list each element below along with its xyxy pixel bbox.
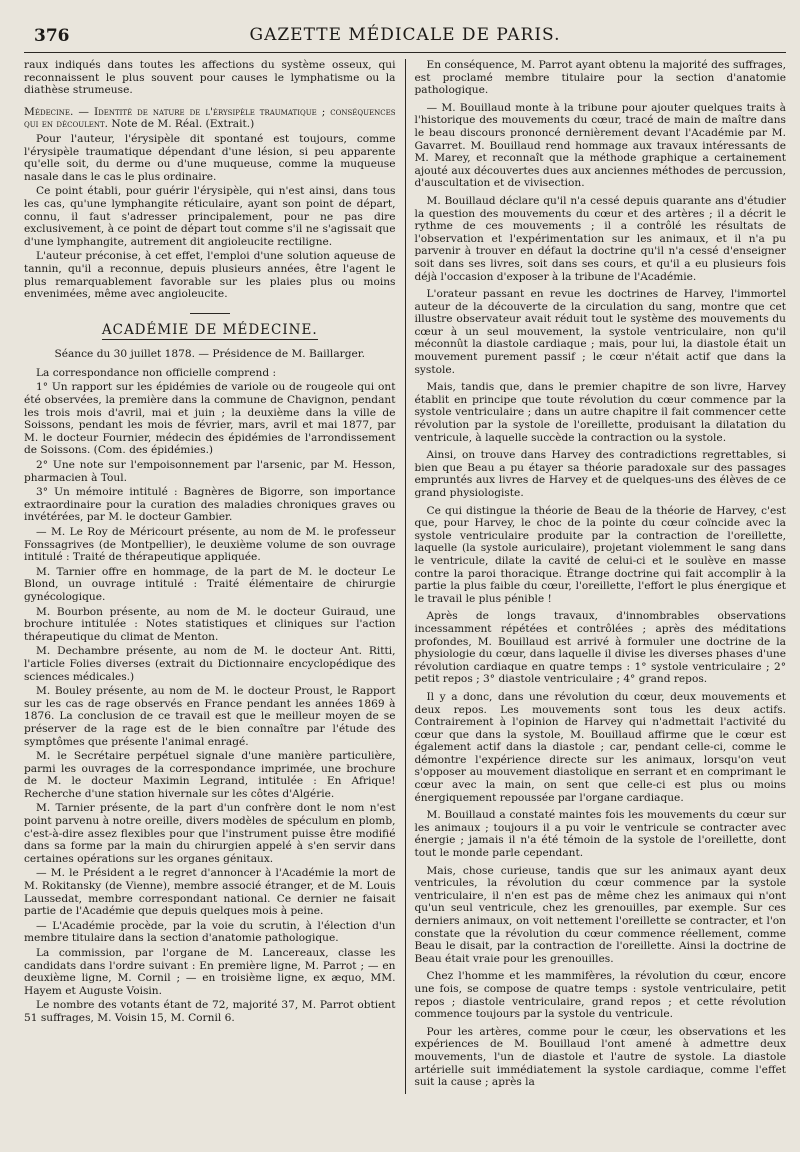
list-item: M. Bourbon présente, au nom de M. le docteur Guiraud, une brochure intitulée : Notes statistiques et cliniques sur l'action thérapeutique du climat de Menton. xyxy=(24,605,396,643)
list-item: La correspondance non officielle comprend : xyxy=(36,366,277,379)
article-paragraph: Chez l'homme et les mammifères, la révolution du cœur, encore une fois, se compose de quatre temps : systole ventriculaire, petit repos ; diastole ventriculaire, grand repos ; et cette révolution commence toujours par la systole du ventricule. xyxy=(414,970,786,1021)
right-column xyxy=(405,59,787,1094)
page-number: 376 xyxy=(34,26,70,46)
notice-note: Note de M. Réal. (Extrait.) xyxy=(111,118,255,131)
article-paragraph: Mais, chose curieuse, tandis que sur les animaux ayant deux ventricules, la révolution du cœur commence par la systole ventriculaire, il n'en est pas de même chez les animaux qui n'ont qu'un seul ventricule, chez les grenouilles, par exemple. Sur ces derniers animaux, on voit nettement l'oreillette se contracter, et l'on constate que la révolution du cœur commence réellement, comme Beau le disait, par la contraction de l'oreillette. Ainsi la doctrine de Beau était vraie pour les grenouilles. xyxy=(414,864,786,965)
page-header xyxy=(24,22,786,53)
article-paragraph: Après de longs travaux, d'innombrables observations incessamment répétées et contrôlées ; après des méditations profondes, M. Bouillaud est arrivé à formuler une doctrine de la physiologie du cœur, dans laquelle il divise les diverses phases d'une révolution cardiaque en quatre temps : 1° systole ventriculaire ; 2° petit repos ; 3° diastole ventriculaire ; 4° grand repos. xyxy=(414,610,786,686)
list-item: Le nombre des votants étant de 72, majorité 37, M. Parrot obtient 51 suffrages, M. Voisin 15, M. Cornil 6. xyxy=(24,999,396,1024)
article-paragraph: Ainsi, on trouve dans Harvey des contradictions regrettables, si bien que Beau a pu étayer sa théorie paradoxale sur des passages empruntés aux livres de Harvey et de quelques-uns des élèves de ce grand physiologiste. xyxy=(414,449,786,499)
list-item: 1° Un rapport sur les épidémies de variole ou de rougeole qui ont été observées, la première dans la commune de Chavignon, pendant les trois mois d'avril, mai et juin ; la deuxième dans la ville de Soissons, pendant les mois de février, mars, avril et mai 1877, par M. le docteur Fournier, médecin des épidémies de l'arrondissement de Soissons. (Com. des épidémies.) xyxy=(24,381,396,457)
article-paragraph: L'orateur passant en revue les doctrines de Harvey, l'immortel auteur de la découverte de la circulation du sang, montre que cet illustre observateur avait réduit tout le système des mouvements du cœur à un seul mouvement, la systole ventriculaire, non qu'il méconnût la diastole cardiaque ; mais, pour lui, la diastole était un mouvement purement passif ; le cœur n'était actif que dans la systole. xyxy=(414,288,786,376)
list-item: M. le Secrétaire perpétuel signale d'une manière particulière, parmi les ouvrages de la correspondance imprimée, une brochure de M. le docteur Maximin Legrand, intitulée : En Afrique! Recherche d'une station hivernale sur les côtes d'Algérie. xyxy=(24,750,396,800)
list-item: M. Tarnier présente, de la part d'un confrère dont le nom n'est point parvenu à notre oreille, divers modèles de spéculum en plomb, c'est-à-dire assez flexibles pour que l'instrument puisse être modifié dans sa forme par la main du chirurgien appelé à s'en servir dans certaines opérations sur les organes génitaux. xyxy=(24,802,396,865)
article-paragraph: Mais, tandis que, dans le premier chapitre de son livre, Harvey établit en principe que toute révolution du cœur commence par la systole ventriculaire ; dans un autre chapitre il fait commencer cette révolution par la systole de l'oreillette, produisant la dilatation du ventricule, à laquelle succède la contraction ou la systole. xyxy=(414,381,786,444)
notice-paragraph: L'auteur préconise, à cet effet, l'emploi d'une solution aqueuse de tannin, qu'il a reconnue, depuis plusieurs années, être l'agent le plus remarquablement favorable sur les plaies plus ou moins envenimées, même avec angioleucite. xyxy=(24,250,396,301)
text-columns xyxy=(24,59,786,1094)
journal-title: GAZETTE MÉDICALE DE PARIS. xyxy=(249,25,561,45)
intro-paragraph: raux indiqués dans toutes les affections du système osseux, qui reconnaissent le plus souvent pour causes le lymphatisme ou la diathèse strumeuse. xyxy=(24,59,396,97)
list-item: M. Dechambre présente, au nom de M. le docteur Ant. Ritti, l'article Folies diverses (extrait du Dictionnaire encyclopédique des sciences médicales.) xyxy=(24,645,396,683)
list-item: La commission, par l'organe de M. Lancereaux, classe les candidats dans l'ordre suivant : En première ligne, M. Parrot ; — en deuxième ligne, M. Cornil ; — en troisième ligne, ex æquo, MM. Hayem et Auguste Voisin. xyxy=(24,947,396,997)
article-paragraph: M. Bouillaud déclare qu'il n'a cessé depuis quarante ans d'étudier la question des mouvements du cœur et des artères ; il a décrit le rythme de ces mouvements ; il a contrôlé les résultats de l'observation et l'expérimentation sur les animaux, et il n'a pu parvenir à trouver en défaut la doctrine qu'il n'a cessé d'enseigner soit dans ses livres, soit dans ses cours, et qu'il a eu plusieurs fois déjà l'occasion d'exposer à la tribune de l'Académie. xyxy=(414,194,786,283)
article-paragraph: En conséquence, M. Parrot ayant obtenu la majorité des suffrages, est proclamé membre titulaire pour la section d'anatomie pathologique. xyxy=(414,59,786,97)
section-divider xyxy=(190,313,230,314)
list-item: M. Tarnier offre en hommage, de la part de M. le docteur Le Blond, un ouvrage intitulé : Traité élémentaire de chirurgie gynécologique. xyxy=(24,565,396,603)
notice-paragraph: Pour l'auteur, l'érysipèle dit spontané est toujours, comme l'érysipèle traumatique dépendant d'une lésion, si peu apparente qu'elle soit, du derme ou d'une muqueuse, comme la muqueuse nasale dans le cas le plus ordinaire. xyxy=(24,132,396,183)
list-item: — M. Le Roy de Méricourt présente, au nom de M. le professeur Fonssagrives (de Montpellier), le deuxième volume de son ouvrage intitulé : Traité de thérapeutique appliquée. xyxy=(24,526,396,564)
list-item: 3° Un mémoire intitulé : Bagnères de Bigorre, son importance extraordinaire pour la curation des maladies chroniques graves ou invétérées, par M. le docteur Gambier. xyxy=(24,486,396,524)
section-title xyxy=(24,321,396,338)
article-paragraph: — M. Bouillaud monte à la tribune pour ajouter quelques traits à l'historique des mouvements du cœur, tracé de main de maître dans le beau discours prononcé dernièrement devant l'Académie par M. Gavarret. M. Bouillaud rend hommage aux travaux intéressants de M. Marey, et reconnaît que la méthode graphique a certainement ajouté aux découvertes dues aux anciennes méthodes de percussion, d'auscultation et de vivisection. xyxy=(414,101,786,190)
list-item: — M. le Président a le regret d'annoncer à l'Académie la mort de M. Rokitansky (de Vienne), membre associé étranger, et de M. Louis Laussedat, membre correspondant national. Ce dernier ne faisait partie de l'Académie que depuis quelques mois à peine. xyxy=(24,867,396,918)
article-paragraph: Il y a donc, dans une révolution du cœur, deux mouvements et deux repos. Les mouvements sont tous les deux actifs. Contrairement à l'opinion de Harvey qui n'admettait l'activité du cœur que dans la systole, M. Bouillaud affirme que le cœur est également actif dans la diastole ; car, pendant celle-ci, comme le démontre l'expérience directe sur les animaux, lorsqu'on veut s'opposer au mouvement diastolique en serrant et en comprimant le cœur avec la main, on sent que celle-ci est plus ou moins énergiquement repoussée par l'organe cardiaque. xyxy=(414,690,786,804)
article-paragraph: Pour les artères, comme pour le cœur, les observations et les expériences de M. Bouillaud l'ont amené à admettre deux mouvements, l'un de diastole et l'autre de systole. La diastole artérielle suit immédiatement la systole cardiaque, comme l'effet suit la cause ; après la xyxy=(414,1025,786,1089)
notice-heading: Médecine. — Identité de nature de l'érysipèle traumatique ; conséquences qui en découlent. xyxy=(24,105,396,131)
notice-paragraph: Ce point établi, pour guérir l'érysipèle, qui n'est ainsi, dans tous les cas, qu'une lymphangite réticulaire, ayant son point de départ, connu, il faut s'adresser principalement, pour ne pas dire exclusivement, à ce point de départ tout comme s'il ne s'agissait que d'une lymphangite, autrement dit angioleucite rectiligne. xyxy=(24,185,396,248)
list-item: 2° Une note sur l'empoisonnement par l'arsenic, par M. Hesson, pharmacien à Toul. xyxy=(24,459,396,484)
seance-line: Séance du 30 juillet 1878. — Présidence de M. Baillarger. xyxy=(54,348,366,361)
left-column xyxy=(24,59,405,1094)
proceedings-list xyxy=(24,367,396,1025)
medical-notice xyxy=(24,106,396,301)
list-item: — L'Académie procède, par la voie du scrutin, à l'élection d'un membre titulaire dans la section d'anatomie pathologique. xyxy=(24,919,396,945)
article-paragraph: Ce qui distingue la théorie de Beau de la théorie de Harvey, c'est que, pour Harvey, le choc de la pointe du cœur coïncide avec la systole ventriculaire produite par la contraction de l'oreillette, laquelle (la systole auriculaire), projetant violemment le sang dans le ventricule, dilate la cavité de celui-ci et le soulève en masse contre la paroi thoracique. Étrange doctrine qui fait accomplir à la partie la plus faible du cœur, l'oreillette, l'effort le plus énergique et le travail le plus pénible ! xyxy=(414,504,786,605)
list-item: M. Bouley présente, au nom de M. le docteur Proust, le Rapport sur les cas de rage observés en France pendant les années 1869 à 1876. La conclusion de ce travail est que le meilleur moyen de se préserver de la rage est de le bien connaître par l'étude des symptômes que présente l'animal enragé. xyxy=(24,685,396,748)
article-paragraph: M. Bouillaud a constaté maintes fois les mouvements du cœur sur les animaux ; toujours il a pu voir le ventricule se contracter avec énergie ; jamais il n'a été témoin de la systole de l'oreillette, dont tout le monde parle cependant. xyxy=(414,809,786,860)
section-title-text: ACADÉMIE DE MÉDECINE. xyxy=(101,321,318,338)
